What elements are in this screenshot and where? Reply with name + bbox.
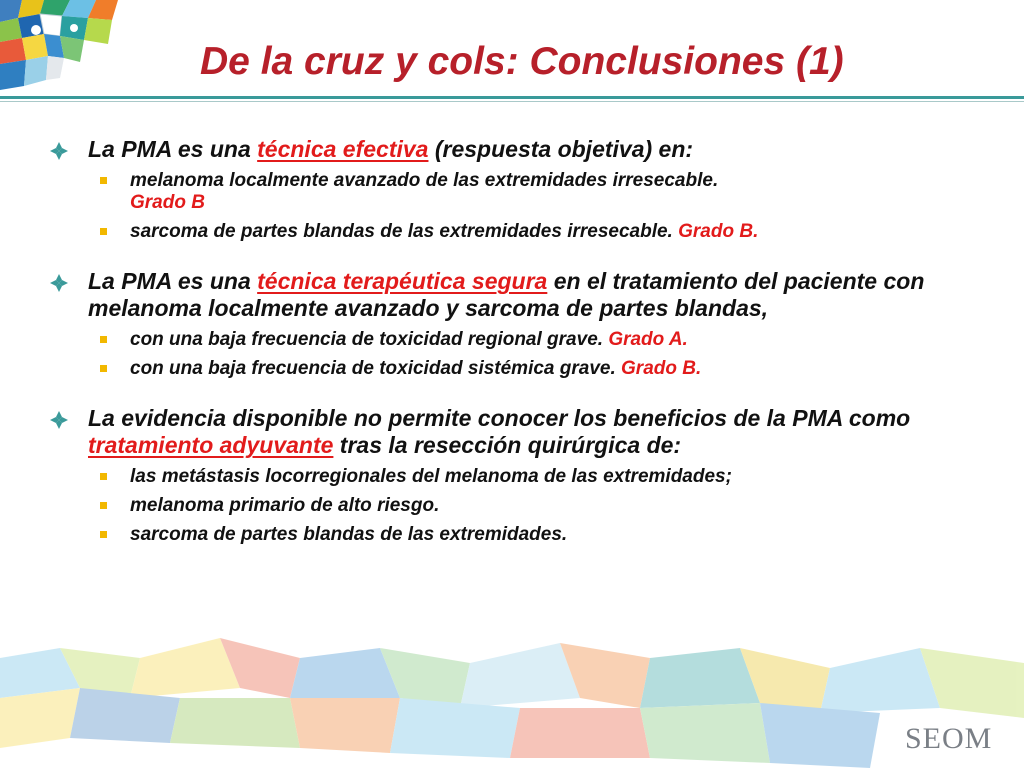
sub-item-text: sarcoma de partes blandas de las extremidades. [130,524,568,545]
bullet-1-text: La PMA es una [88,136,258,162]
sub-item-text: con una baja frecuencia de toxicidad regional grave. [130,329,609,350]
bullet-1 [0,136,1024,163]
square-bullet-icon [100,502,107,509]
title-divider [0,96,1024,99]
sub-item-text: las metástasis locorregionales del melanoma de las extremidades; [130,466,732,487]
grade-label: Grado A. [608,329,688,350]
sub-item-text: con una baja frecuencia de toxicidad sistémica grave. [130,358,622,379]
square-bullet-icon [100,365,107,372]
square-bullet-icon [100,177,107,184]
grade-label: Grado B. [621,358,702,379]
sub-item-text: sarcoma de partes blandas de las extremidades irresecable. [130,221,679,242]
sub-item-1-2 [0,221,1024,243]
sub-item-1-1 [0,170,1024,214]
page-title: De la cruz y cols: Conclusiones (1) [200,40,844,83]
mosaic-bottom-image [0,628,1024,768]
sub-item-text: melanoma localmente avanzado de las extremidades irresecable. [130,170,719,191]
bullet-3-emphasis: tratamiento adyuvante [88,432,334,458]
bullet-1-text-end: (respuesta objetiva) en: [428,136,694,162]
sub-item-text: melanoma primario de alto riesgo. [130,495,440,516]
diamond-bullet-icon [50,411,68,429]
sub-item-3-3 [0,524,1024,546]
bullet-2-text-end: en el tratamiento del paciente con melanoma localmente avanzado y sarcoma de partes blandas, [88,268,925,321]
grade-label: Grado B. [678,221,759,242]
mosaic-corner-image [0,0,120,96]
sub-item-2-1 [0,329,1024,351]
seom-logo: SEOM [905,722,993,755]
sub-item-3-2 [0,495,1024,517]
grade-label: Grado B [130,192,205,213]
slide-body [0,136,1024,546]
bullet-3 [0,405,1024,459]
square-bullet-icon [100,336,107,343]
square-bullet-icon [100,531,107,538]
sub-item-2-2 [0,358,1024,380]
bullet-1-emphasis: técnica efectiva [257,136,429,162]
bullet-3-text: La evidencia disponible no permite conocer los beneficios de la PMA como [88,405,911,431]
square-bullet-icon [100,228,107,235]
title-divider-thin [0,101,1024,102]
sub-item-3-1 [0,466,1024,488]
bullet-2-emphasis: técnica terapéutica segura [257,268,548,294]
square-bullet-icon [100,473,107,480]
diamond-bullet-icon [50,142,68,160]
diamond-bullet-icon [50,274,68,292]
bullet-2 [0,268,1024,322]
bullet-3-text-end: tras la resección quirúrgica de: [333,432,682,458]
bullet-2-text: La PMA es una [88,268,258,294]
